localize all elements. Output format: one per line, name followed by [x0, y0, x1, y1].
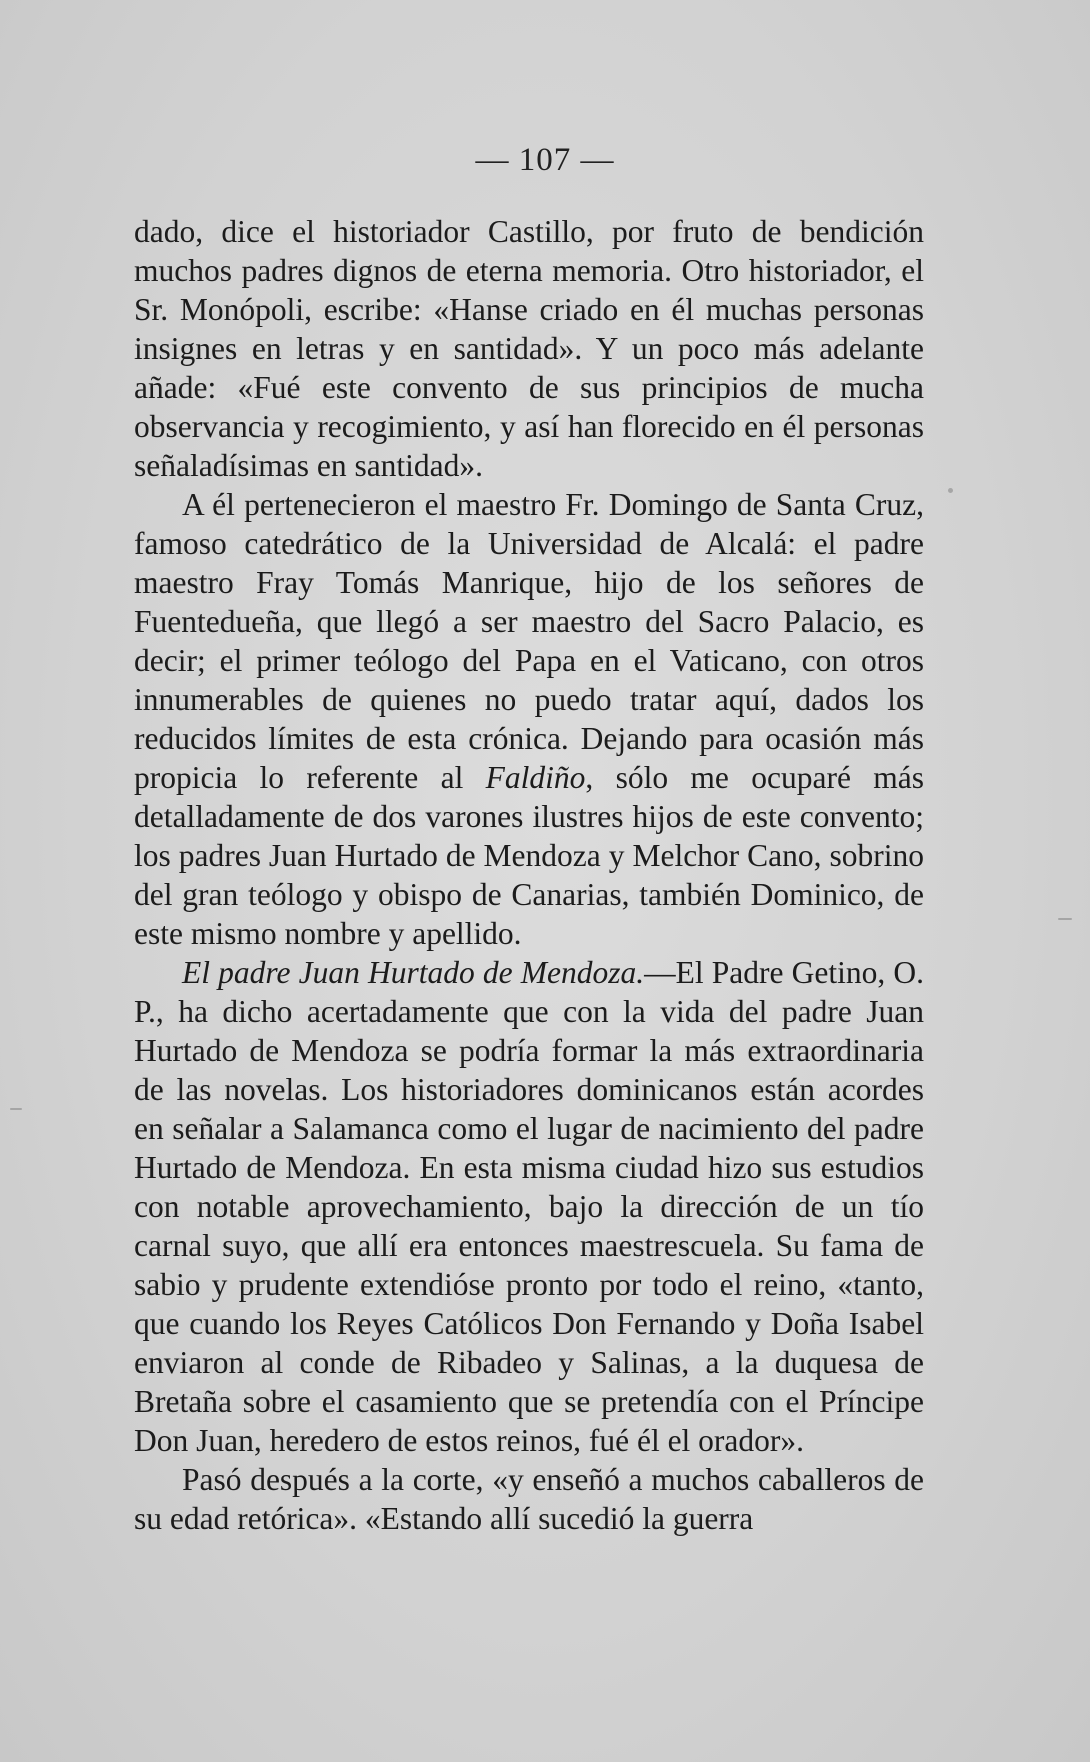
print-speck — [10, 1108, 22, 1110]
faldino-italic: Faldiño — [485, 760, 586, 795]
paragraph-2-part-1: A él pertenecieron el maestro Fr. Domingo de Santa Cruz, famoso catedrático de la Universidad de Alcalá: el padre maestro Fray Tomás Manrique, hijo de los señores de Fuentedueña, que llegó a ser maestro del Sacro Palacio, es decir; el primer teólogo del Papa en el Vaticano, con otros innumerables de quienes no puedo tratar aquí, dados los reducidos límites de esta crónica. Dejando para ocasión más propicia lo referente al — [134, 487, 924, 795]
page-number: — 107 — — [475, 142, 615, 178]
paragraph-3-text: —El Padre Getino, O. P., ha dicho acertadamente que con la vida del padre Juan Hurtado de Mendoza se podría formar la más extraordinaria de las novelas. Los historiadores dominicanos están acordes en señalar a Salamanca como el lugar de nacimiento del padre Hurtado de Mendoza. En esta misma ciudad hizo sus estudios con notable aprovechamiento, bajo la dirección de un tío carnal suyo, que allí era entonces maestrescuela. Su fama de sabio y prudente extendióse pronto por todo el reino, «tanto, que cuando los Reyes Católicos Don Fernando y Doña Isabel enviaron al conde de Ribadeo y Salinas, a la duquesa de Bretaña sobre el casamiento que se pretendía con el Príncipe Don Juan, heredero de estos reinos, fué él el orador». — [134, 955, 925, 1458]
body-text — [134, 212, 924, 1538]
paragraph-1: dado, dice el historiador Castillo, por fruto de bendición muchos padres dignos de eterna memoria. Otro historiador, el Sr. Monópoli, escribe: «Hanse criado en él muchas personas insignes en letras y en santidad». Y un poco más adelante añade: «Fué este convento de sus principios de mucha observancia y recogimiento, y así han florecido en él personas señaladísimas en santidad». — [134, 214, 924, 483]
print-speck — [1058, 918, 1072, 920]
section-heading: El padre Juan Hurtado de Mendoza. — [182, 955, 645, 990]
print-speck — [948, 488, 953, 493]
paragraph-4: Pasó después a la corte, «y enseñó a muchos caballeros de su edad retórica». «Estando allí sucedió la guerra — [134, 1462, 924, 1536]
paragraph-3 — [134, 953, 924, 1460]
paragraph-2 — [134, 485, 924, 953]
paragraph-2-part-2: , sólo me ocuparé más detalladamente de dos varones ilustres hijos de este convento; los padres Juan Hurtado de Mendoza y Melchor Cano, sobrino del gran teólogo y obispo de Canarias, también Dominico, de este mismo nombre y apellido. — [134, 760, 924, 951]
